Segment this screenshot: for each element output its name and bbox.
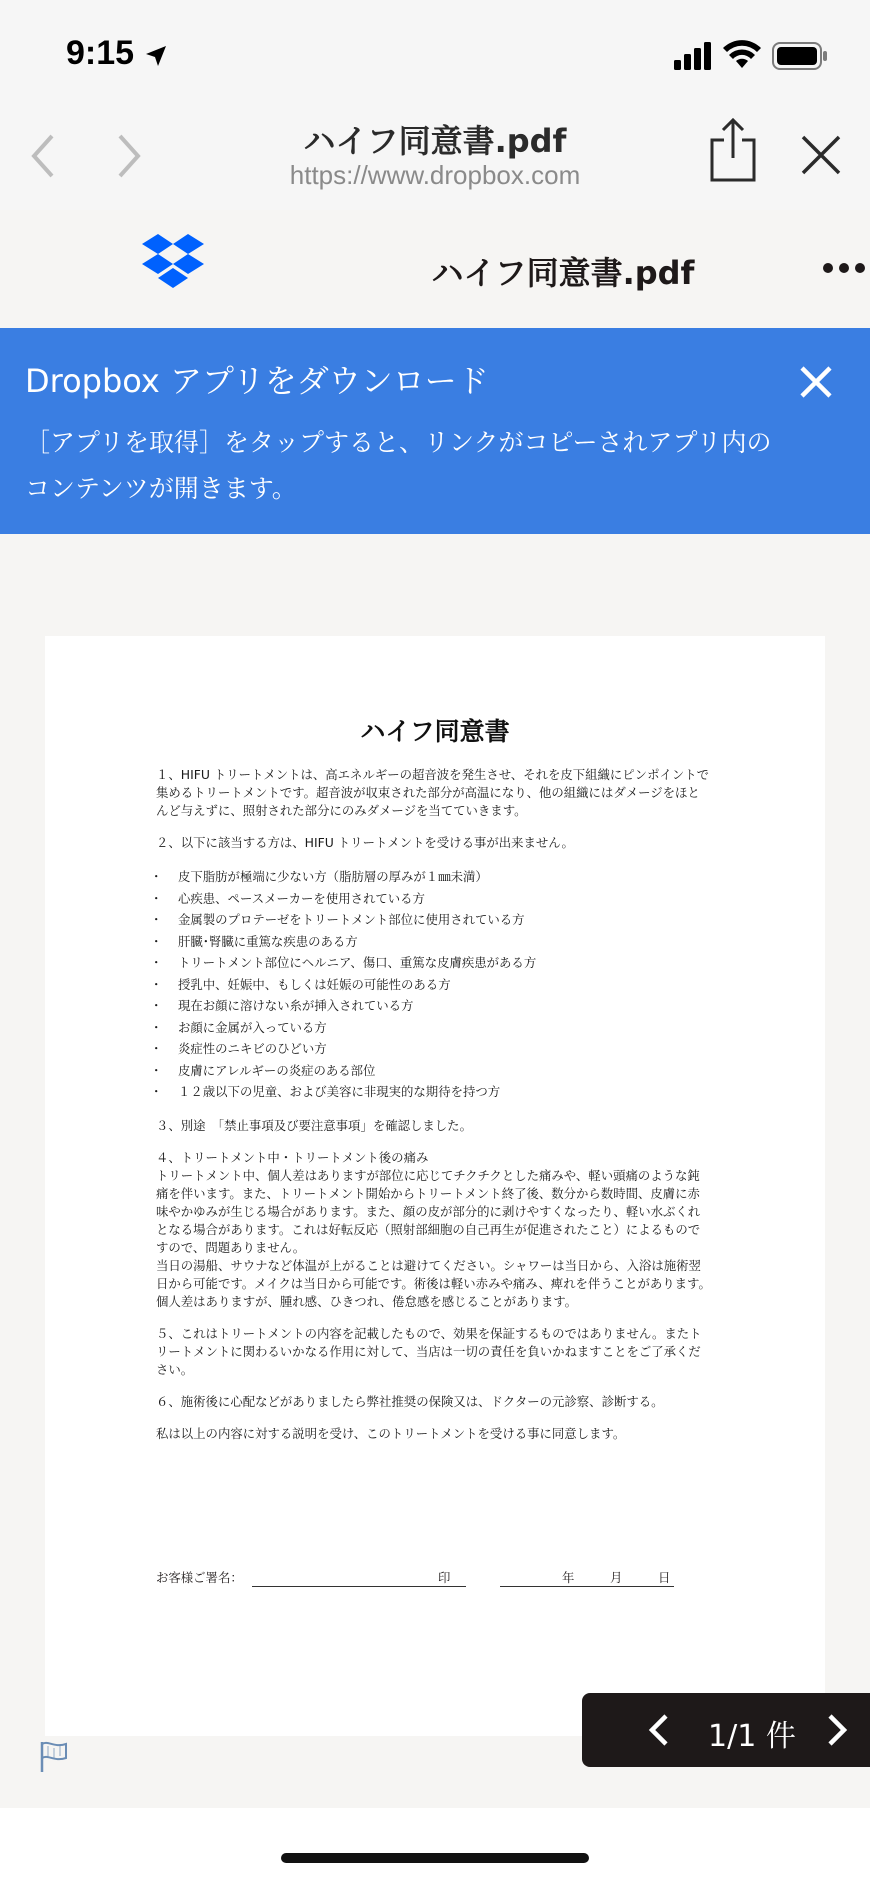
file-title: ハイフ同意書.pdf <box>431 254 695 292</box>
signature-line <box>156 1568 716 1586</box>
signature-label: お客様ご署名： <box>156 1570 243 1585</box>
contraindication-list <box>156 866 712 1103</box>
list-item: ・ 皮膚にアレルギーの炎症のある部位 <box>156 1060 712 1082</box>
list-item: ・ 心疾患、ペースメーカーを使用されている方 <box>156 888 712 910</box>
list-item: ・ 授乳中、妊娠中、もしくは妊娠の可能性のある方 <box>156 974 712 996</box>
paragraph-3: ３、別途 「禁止事項及び要注意事項」を確認しました。 <box>156 1117 472 1133</box>
year-label: 年 <box>562 1570 575 1585</box>
list-item: ・ 現在お顔に溶けない糸が挿入されている方 <box>156 995 712 1017</box>
location-arrow-icon <box>144 44 168 68</box>
back-chevron-icon[interactable] <box>28 132 58 180</box>
list-item: ・ 皮下脂肪が極端に少ない方（脂肪層の厚みが１㎜未満） <box>156 866 712 888</box>
paragraph-4-body-2: 当日の湯船、サウナなど体温が上がることは避けてください。シャワーは当日から、入浴は施術翌日から可能です。メイクは当日から可能です。術後は軽い赤みや痛み、痺れを伴うことがあります。個人差はありますが、腫れ感、ひきつれ、倦怠感を感じることがあります。 <box>156 1257 711 1309</box>
pdf-page <box>45 636 825 1736</box>
forward-chevron-icon[interactable] <box>114 132 144 180</box>
browser-title: ハイフ同意書.pdf <box>303 122 567 160</box>
browser-nav-bar <box>0 110 870 210</box>
browser-url[interactable]: https://www.dropbox.com <box>289 160 581 190</box>
banner-close-icon[interactable] <box>796 362 836 402</box>
banner-text: ［アプリを取得］をタップすると、リンクがコピーされアプリ内のコンテンツが開きます。 <box>25 428 772 503</box>
close-icon[interactable] <box>800 134 842 176</box>
flag-icon[interactable] <box>38 1740 70 1774</box>
list-item: ・ 金属製のプロテーゼをトリートメント部位に使用されている方 <box>156 909 712 931</box>
list-item: ・ 炎症性のニキビのひどい方 <box>156 1038 712 1060</box>
paragraph-1: １、HIFU トリートメントは、高エネルギーの超音波を発生させ、それを皮下組織にピンポイントで集めるトリートメントです。超音波が収束された部分が高温になり、他の組織にはダメージをほとんど与えずに、照射された部分にのみダメージを当てていきます。 <box>156 767 710 818</box>
document-title: ハイフ同意書 <box>360 717 510 746</box>
month-label: 月 <box>610 1570 623 1585</box>
paragraph-6: ６、施術後に心配などがありましたら弊社推奨の保険又は、ドクターの元診察、診断する。 <box>156 1393 664 1409</box>
paragraph-4-heading: ４、トリートメント中・トリートメント後の痛み <box>156 1149 429 1165</box>
home-indicator[interactable] <box>281 1853 589 1863</box>
battery-icon <box>772 42 828 70</box>
more-options-icon[interactable] <box>820 248 870 288</box>
document-viewer[interactable] <box>0 534 870 1808</box>
paragraph-4-body: トリートメント中、個人差はありますが部位に応じてチクチクとした痛みや、軽い頭痛のような鈍痛を伴います。また、トリートメント開始からトリートメント終了後、数分から数時間、皮膚に赤味やかゆみが生じる場合があります。また、顔の皮が部分的に剥けやすくなったり、軽い水ぶくれとなる場合があります。これは好転反応（照射部細胞の自己再生が促進されたこと）によるものですので、問題ありません。 <box>156 1167 701 1255</box>
download-app-banner[interactable] <box>0 328 870 534</box>
wifi-icon <box>722 40 762 70</box>
previous-page-icon[interactable] <box>646 1713 670 1747</box>
consent-statement: 私は以上の内容に対する説明を受け、このトリートメントを受ける事に同意します。 <box>156 1425 626 1441</box>
status-bar <box>0 0 870 110</box>
paragraph-5: ５、これはトリートメントの内容を記載したもので、効果を保証するものではありません。またトリートメントに関わるいかなる作用に対して、当店は一切の責任を負いかねますことをご了承ください。 <box>156 1325 702 1377</box>
dropbox-logo-icon[interactable] <box>142 234 204 288</box>
list-item: ・ お顔に金属が入っている方 <box>156 1017 712 1039</box>
day-label: 日 <box>658 1570 671 1585</box>
cellular-signal-icon <box>674 42 714 70</box>
share-icon[interactable] <box>710 118 756 182</box>
next-page-icon[interactable] <box>826 1713 850 1747</box>
date-underline <box>500 1586 674 1587</box>
list-item: ・ トリートメント部位にヘルニア、傷口、重篤な皮膚疾患がある方 <box>156 952 712 974</box>
seal-label: 印 <box>438 1570 451 1585</box>
banner-title: Dropbox アプリをダウンロード <box>25 362 489 400</box>
page-counter: 1/1 件 <box>708 1719 796 1754</box>
signature-underline <box>252 1586 466 1587</box>
list-item: ・ 肝臓･腎臓に重篤な疾患のある方 <box>156 931 712 953</box>
list-item: ・ １２歳以下の児童、および美容に非現実的な期待を持つ方 <box>156 1081 712 1103</box>
bottom-safe-area <box>0 1808 870 1883</box>
paragraph-2: ２、以下に該当する方は、HIFU トリートメントを受ける事が出来ません。 <box>156 835 574 850</box>
status-time: 9:15 <box>66 34 135 72</box>
document-body <box>156 766 712 1457</box>
dropbox-header <box>0 210 870 328</box>
page-navigator <box>582 1693 870 1767</box>
